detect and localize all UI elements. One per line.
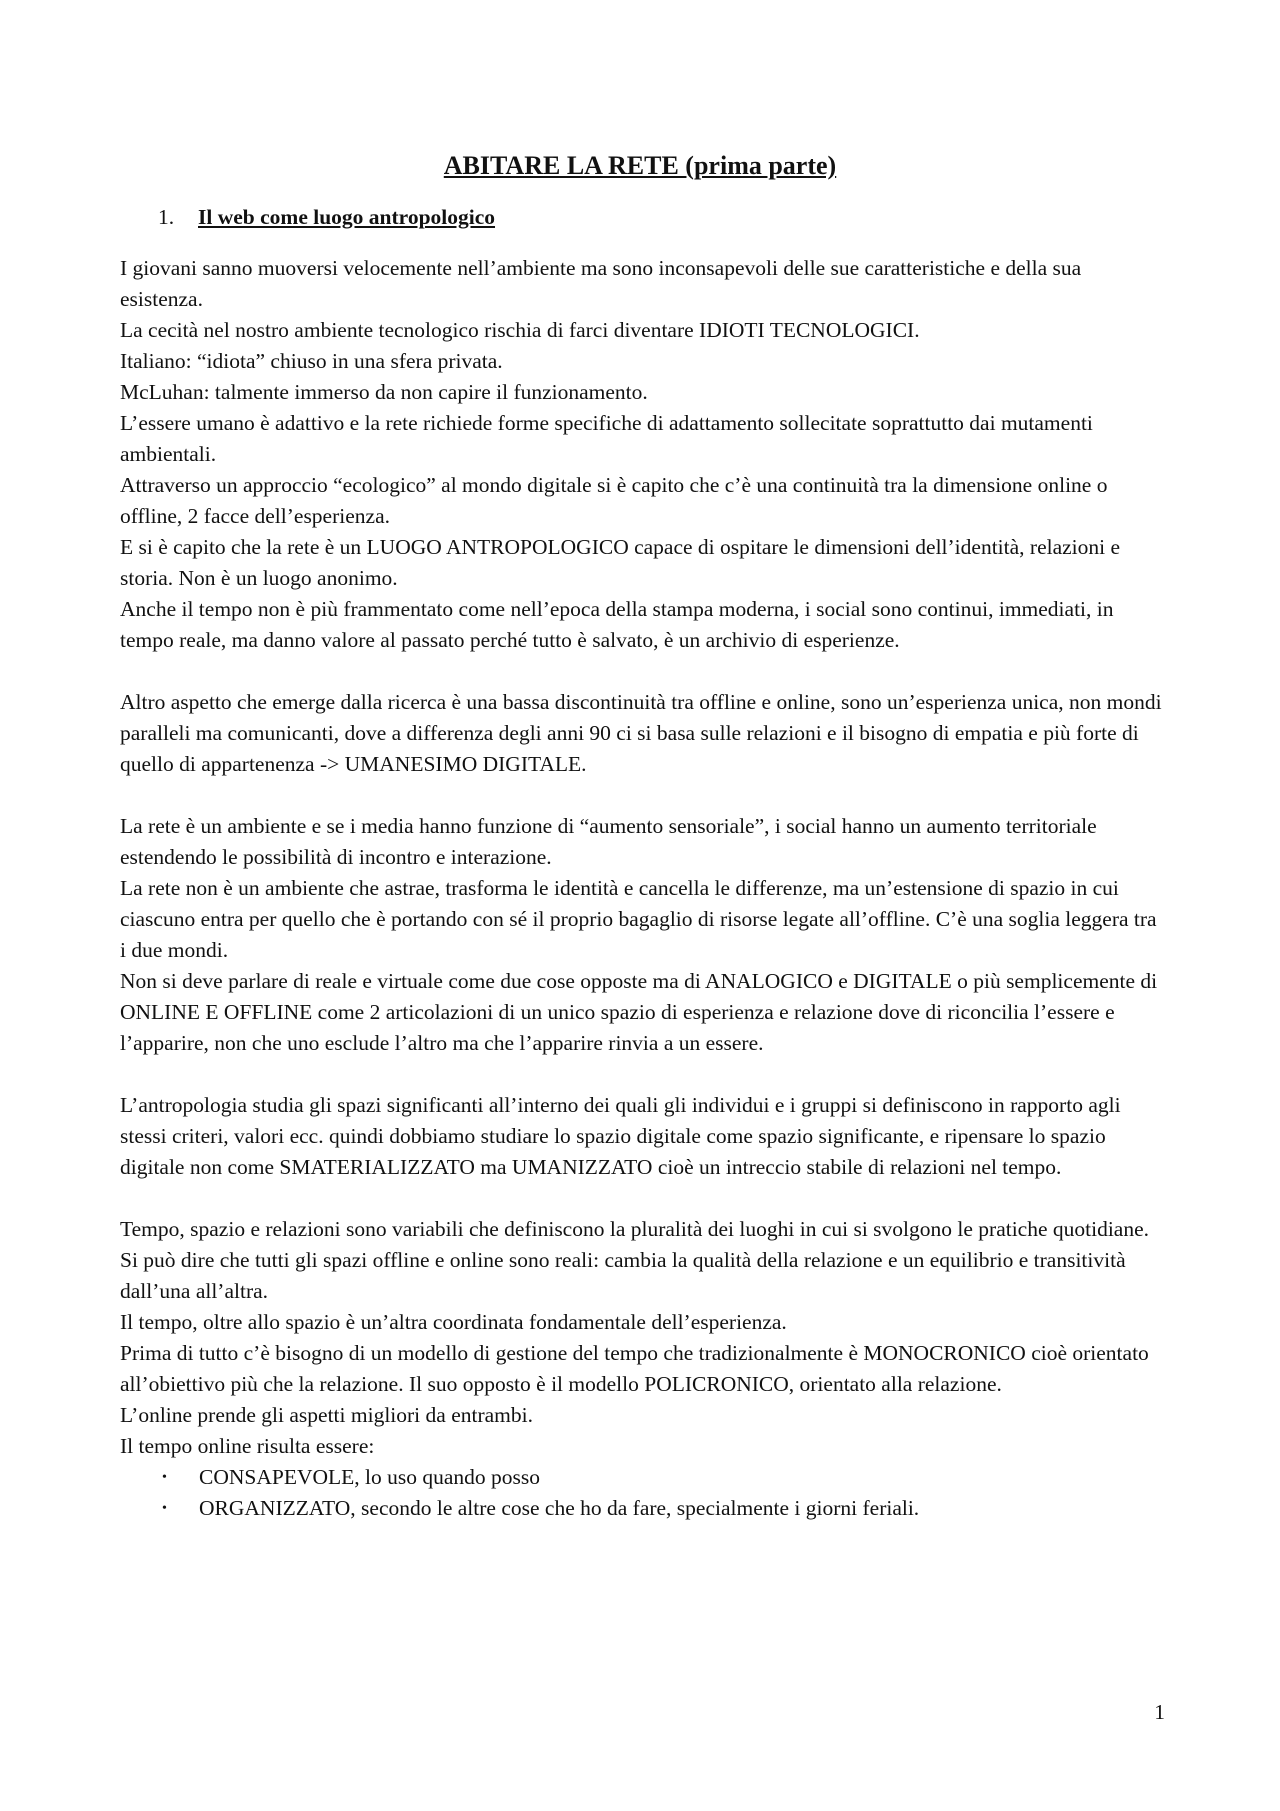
list-item xyxy=(120,1493,1165,1524)
paragraph: La cecità nel nostro ambiente tecnologico rischia di farci diventare IDIOTI TECNOLOGICI. xyxy=(120,318,920,342)
bullet-icon: • xyxy=(162,1470,167,1485)
paragraph: Non si deve parlare di reale e virtuale come due cose opposte ma di ANALOGICO e DIGITALE o più semplicemente di ONLINE E OFFLINE come 2 articolazioni di un unico spazio di esperienza e relazione dove di riconcilia l’essere e l’apparire, non che uno esclude l’altro ma che l’apparire rinvia a un essere. xyxy=(120,969,1158,1055)
paragraph: McLuhan: talmente immerso da non capire il funzionamento. xyxy=(120,380,648,404)
paragraph: L’online prende gli aspetti migliori da entrambi. xyxy=(120,1403,533,1427)
bullet-list xyxy=(120,1462,1165,1524)
paragraph: Attraverso un approccio “ecologico” al mondo digitale si è capito che c’è una continuità tra la dimensione online o offline, 2 facce dell’esperienza. xyxy=(120,473,1108,528)
paragraph: L’antropologia studia gli spazi significanti all’interno dei quali gli individui e i gruppi si definiscono in rapporto agli stessi criteri, valori ecc. quindi dobbiamo studiare lo spazio digitale come spazio significante, e ripensare lo spazio digitale non come SMATERIALIZZATO ma UMANIZZATO cioè un intreccio stabile di relazioni nel tempo. xyxy=(120,1093,1121,1179)
paragraph: La rete è un ambiente e se i media hanno funzione di “aumento sensoriale”, i social hanno un aumento territoriale estendendo le possibilità di incontro e interazione. xyxy=(120,814,1097,869)
paragraph: Il tempo online risulta essere: xyxy=(120,1434,375,1458)
paragraph: La rete non è un ambiente che astrae, trasforma le identità e cancella le differenze, ma un’estensione di spazio in cui ciascuno entra per quello che è portando con sé il proprio bagaglio di risorse legate all’offline. C’è una soglia leggera tra i due mondi. xyxy=(120,876,1157,962)
paragraph: Altro aspetto che emerge dalla ricerca è una bassa discontinuità tra offline e online, sono un’esperienza unica, non mondi paralleli ma comunicanti, dove a differenza degli anni 90 ci si basa sulle relazioni e il bisogno di empatia e più forte di quello di appartenenza -> UMANESIMO DIGITALE. xyxy=(120,690,1162,776)
paragraph: Prima di tutto c’è bisogno di un modello di gestione del tempo che tradizionalmente è MONOCRONICO cioè orientato all’obiettivo più che la relazione. Il suo opposto è il modello POLICRONICO, orientato alla relazione. xyxy=(120,1341,1149,1396)
paragraph: Italiano: “idiota” chiuso in una sfera privata. xyxy=(120,349,503,373)
document-title: ABITARE LA RETE (prima parte) xyxy=(443,151,837,180)
paragraph: I giovani sanno muoversi velocemente nell’ambiente ma sono inconsapevoli delle sue caratteristiche e della sua esistenza. xyxy=(120,256,1082,311)
bullet-icon: • xyxy=(162,1501,167,1516)
section-heading-text: Il web come luogo antropologico xyxy=(198,205,496,229)
list-item-text: ORGANIZZATO, secondo le altre cose che ho da fare, specialmente i giorni feriali. xyxy=(199,1496,920,1520)
paragraph: Anche il tempo non è più frammentato come nell’epoca della stampa moderna, i social sono continui, immediati, in tempo reale, ma danno valore al passato perché tutto è salvato, è un archivio di esperienze. xyxy=(120,597,1114,652)
paragraph: Tempo, spazio e relazioni sono variabili che definiscono la pluralità dei luoghi in cui si svolgono le pratiche quotidiane. Si può dire che tutti gli spazi offline e online sono reali: cambia la qualità della relazione e un equilibrio e transitività dall’una all’altra. xyxy=(120,1217,1150,1303)
list-item xyxy=(120,1462,1165,1493)
paragraph: L’essere umano è adattivo e la rete richiede forme specifiche di adattamento sollecitate soprattutto dai mutamenti ambientali. xyxy=(120,411,1093,466)
list-item-text: CONSAPEVOLE, lo uso quando posso xyxy=(199,1465,541,1489)
document-body xyxy=(120,253,1165,1524)
paragraph: E si è capito che la rete è un LUOGO ANTROPOLOGICO capace di ospitare le dimensioni dell’identità, relazioni e storia. Non è un luogo anonimo. xyxy=(120,535,1121,590)
page-number: 1 xyxy=(1154,1700,1165,1724)
paragraph: Il tempo, oltre allo spazio è un’altra coordinata fondamentale dell’esperienza. xyxy=(120,1310,787,1334)
section-heading xyxy=(158,205,495,231)
section-number: 1. xyxy=(158,205,175,229)
